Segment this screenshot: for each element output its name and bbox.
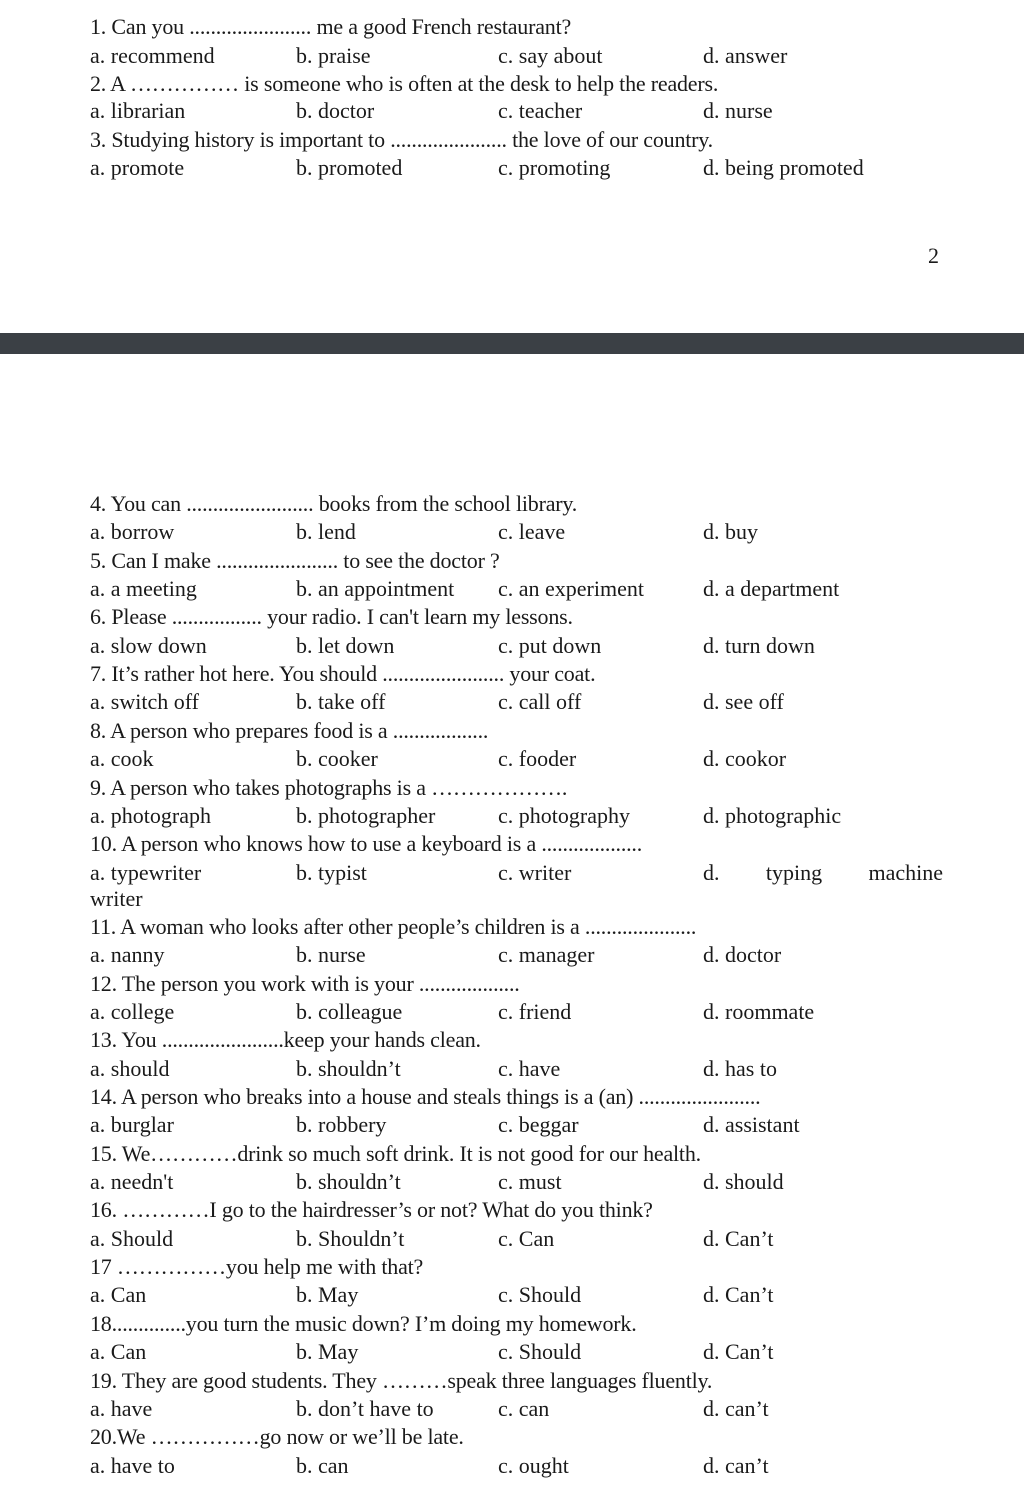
option-1d: d. answer: [703, 43, 788, 68]
option-14c: c. beggar: [498, 1112, 579, 1138]
option-3d: d. being promoted: [703, 155, 864, 180]
option-11c: c. manager: [498, 942, 595, 968]
option-7c: c. call off: [498, 689, 582, 715]
option-9b: b. photographer: [296, 802, 436, 828]
option-4b: b. lend: [296, 519, 356, 545]
option-7a: a. switch off: [90, 689, 199, 715]
question-17: 17 ……………you help me with that?: [90, 1254, 424, 1280]
option-14b: b. robbery: [296, 1112, 387, 1138]
question-14: 14. A person who breaks into a house and steals things is a (an) .......................: [90, 1084, 761, 1109]
page-number: 2: [928, 243, 939, 268]
option-5a: a. a meeting: [90, 576, 197, 602]
question-7: 7. It’s rather hot here. You should ....................... your coat.: [90, 661, 596, 687]
option-4d: d. buy: [703, 519, 758, 545]
option-18a: a. Can: [90, 1339, 147, 1365]
option-16b: b. Shouldn’t: [296, 1225, 405, 1251]
option-7d: d. see off: [703, 689, 784, 715]
question-1: 1. Can you ....................... me a good French restaurant?: [90, 14, 572, 39]
option-11a: a. nanny: [90, 942, 165, 968]
option-10b: b. typist: [296, 859, 367, 885]
question-6: 6. Please ................. your radio. I can't learn my lessons.: [90, 604, 573, 630]
option-11d: d. doctor: [703, 942, 782, 968]
option-2d: d. nurse: [703, 98, 773, 123]
option-3c: c. promoting: [498, 155, 611, 180]
option-15d: d. should: [703, 1169, 784, 1195]
option-16d: d. Can’t: [703, 1225, 774, 1251]
option-5d: d. a department: [703, 576, 840, 602]
option-12d: d. roommate: [703, 998, 815, 1024]
option-16a: a. Should: [90, 1225, 174, 1251]
option-2b: b. doctor: [296, 98, 375, 123]
option-9a: a. photograph: [90, 802, 211, 828]
option-8a: a. cook: [90, 746, 154, 772]
option-13c: c. have: [498, 1055, 561, 1081]
question-8: 8. A person who prepares food is a ..................: [90, 717, 489, 743]
option-4c: c. leave: [498, 519, 566, 545]
option-9c: c. photography: [498, 802, 630, 828]
question-18: 18..............you turn the music down? I’m doing my homework.: [90, 1310, 637, 1336]
option-10a: a. typewriter: [90, 859, 202, 885]
option-14d: d. assistant: [703, 1112, 800, 1138]
option-10d-part: typing: [765, 859, 823, 885]
option-3a: a. promote: [90, 155, 185, 180]
question-20: 20.We ……………go now or we’ll be late.: [90, 1424, 464, 1450]
option-13b: b. shouldn’t: [296, 1055, 401, 1081]
option-13a: a. should: [90, 1055, 170, 1081]
option-18b: b. May: [296, 1339, 359, 1365]
option-17a: a. Can: [90, 1282, 147, 1308]
option-6b: b. let down: [296, 632, 395, 658]
option-10d-continued: writer: [90, 885, 143, 911]
option-9d: d. photographic: [703, 802, 842, 828]
option-6a: a. slow down: [90, 632, 207, 658]
option-1c: c. say about: [498, 43, 603, 68]
question-15: 15. We…………drink so much soft drink. It is not good for our health.: [90, 1140, 701, 1166]
option-15a: a. needn't: [90, 1169, 174, 1195]
option-11b: b. nurse: [296, 942, 366, 968]
option-12b: b. colleague: [296, 998, 403, 1024]
question-16: 16. …………I go to the hairdresser’s or not? What do you think?: [90, 1197, 653, 1223]
option-20a: a. have to: [90, 1452, 175, 1478]
option-18c: c. Should: [498, 1339, 582, 1365]
option-20c: c. ought: [498, 1452, 569, 1478]
option-10d: [703, 859, 943, 887]
question-12: 12. The person you work with is your ...................: [90, 970, 520, 996]
option-12a: a. college: [90, 998, 175, 1024]
option-6c: c. put down: [498, 632, 602, 658]
option-10d-part: d.: [703, 859, 720, 885]
option-16c: c. Can: [498, 1225, 555, 1251]
option-13d: d. has to: [703, 1055, 777, 1081]
option-18d: d. Can’t: [703, 1339, 774, 1365]
option-15b: b. shouldn’t: [296, 1169, 401, 1195]
question-5: 5. Can I make ....................... to see the doctor ?: [90, 547, 500, 573]
option-14a: a. burglar: [90, 1112, 174, 1138]
question-9: 9. A person who takes photographs is a ……………….: [90, 774, 568, 800]
option-5c: c. an experiment: [498, 576, 644, 602]
option-1a: a. recommend: [90, 43, 215, 68]
option-8b: b. cooker: [296, 746, 378, 772]
option-17c: c. Should: [498, 1282, 582, 1308]
question-19: 19. They are good students. They ………speak three languages fluently.: [90, 1367, 713, 1393]
question-10: 10. A person who knows how to use a keyboard is a ...................: [90, 831, 643, 857]
page-top: [0, 0, 1024, 333]
option-12c: c. friend: [498, 998, 572, 1024]
question-4: 4. You can ........................ books from the school library.: [90, 491, 578, 516]
option-19b: b. don’t have to: [296, 1395, 434, 1421]
option-20d: d. can’t: [703, 1452, 769, 1478]
page-separator: [0, 333, 1024, 354]
option-6d: d. turn down: [703, 632, 815, 658]
option-10d-part: machine: [868, 859, 943, 885]
option-3b: b. promoted: [296, 155, 403, 180]
option-17d: d. Can’t: [703, 1282, 774, 1308]
option-19c: c. can: [498, 1395, 550, 1421]
option-7b: b. take off: [296, 689, 386, 715]
option-2a: a. librarian: [90, 98, 186, 123]
option-8d: d. cookor: [703, 746, 787, 772]
question-11: 11. A woman who looks after other people’s children is a .....................: [90, 913, 697, 939]
question-3: 3. Studying history is important to ...................... the love of our country.: [90, 127, 713, 152]
option-1b: b. praise: [296, 43, 371, 68]
option-15c: c. must: [498, 1169, 562, 1195]
question-13: 13. You .......................keep your hands clean.: [90, 1027, 481, 1053]
option-17b: b. May: [296, 1282, 359, 1308]
option-19d: d. can’t: [703, 1395, 769, 1421]
option-2c: c. teacher: [498, 98, 583, 123]
option-8c: c. fooder: [498, 746, 577, 772]
option-5b: b. an appointment: [296, 576, 455, 602]
option-20b: b. can: [296, 1452, 349, 1478]
option-10c: c. writer: [498, 859, 572, 885]
question-2: 2. A …………… is someone who is often at the desk to help the readers.: [90, 71, 719, 96]
option-4a: a. borrow: [90, 519, 175, 545]
option-19a: a. have: [90, 1395, 153, 1421]
